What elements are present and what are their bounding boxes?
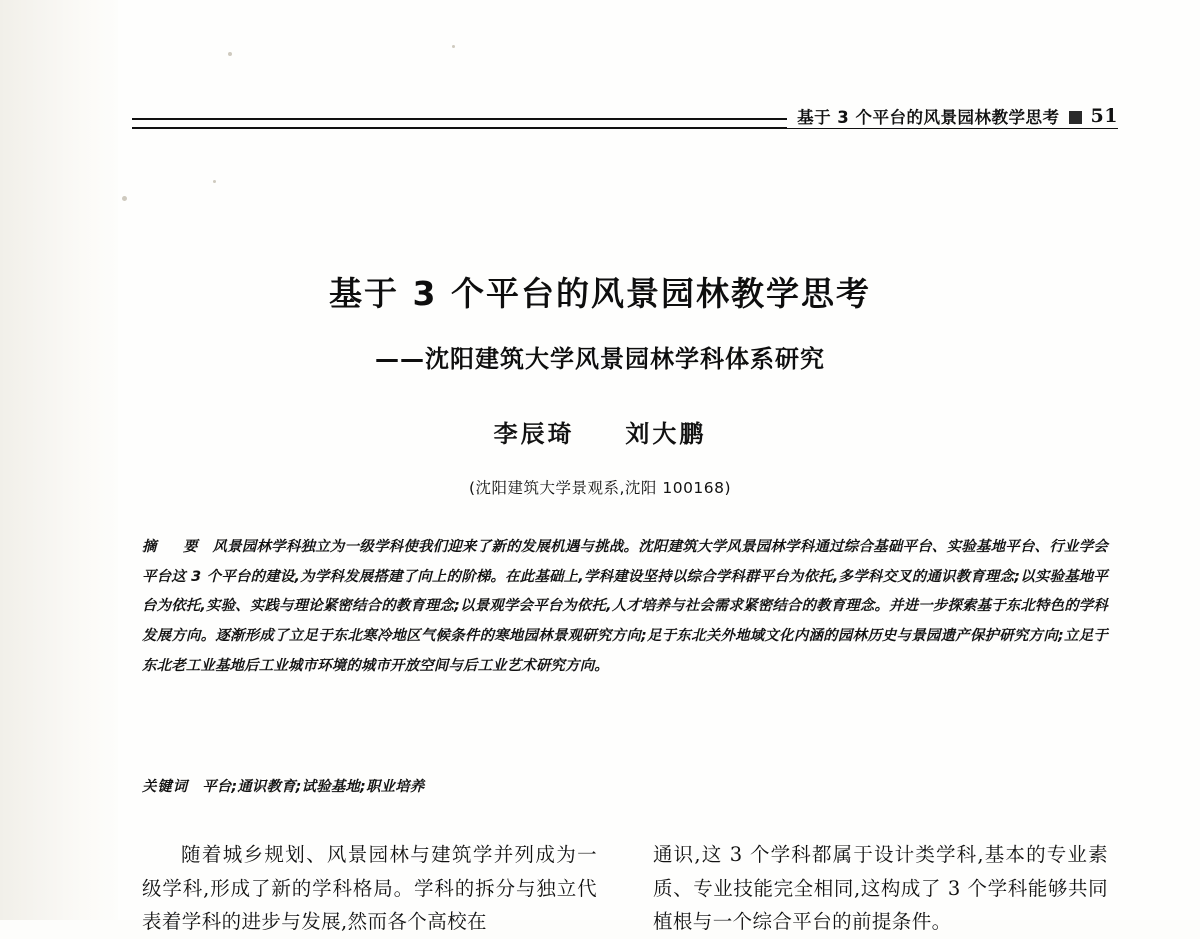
running-title-text: 基于 3 个平台的风景园林教学思考 bbox=[797, 108, 1060, 127]
keywords-text: 平台;通识教育;试验基地;职业培养 bbox=[202, 779, 425, 795]
body-columns bbox=[142, 838, 1108, 934]
running-header bbox=[787, 104, 1118, 128]
body-column-right bbox=[653, 838, 1108, 934]
author-list bbox=[0, 414, 1200, 449]
author-name: 李辰琦 bbox=[493, 420, 575, 448]
body-paragraph: 随着城乡规划、风景园林与建筑学并列成为一级学科,形成了新的学科格局。学科的拆分与独立代表着学科的进步与发展,然而各个高校在 bbox=[142, 843, 597, 934]
affiliation: (沈阳建筑大学景观系,沈阳 100168) bbox=[468, 479, 732, 497]
scan-speck bbox=[228, 52, 232, 56]
body-column-left bbox=[142, 838, 597, 934]
scan-speck bbox=[452, 45, 455, 48]
filled-square-icon bbox=[1069, 111, 1082, 124]
page-title: 基于 3 个平台的风景园林教学思考 bbox=[329, 274, 871, 313]
page-subtitle: ——沈阳建筑大学风景园林学科体系研究 bbox=[375, 345, 825, 373]
abstract-text: 风景园林学科独立为一级学科使我们迎来了新的发展机遇与挑战。沈阳建筑大学风景园林学科通过综合基础平台、实验基地平台、行业学会平台这 3 个平台的建设,为学科发展搭建了向上的阶梯。在此基础上,学科建设坚持以综合学科群平台为依托,多学科交叉的通识教育理念;以实验基地平台为依托,实验、实践与理论紧密结合的教育理念;以景观学会平台为依托,人才培养与社会需求紧密结合的教育理念。并进一步探索基于东北特色的学科发展方向。逐渐形成了立足于东北寒冷地区气候条件的寒地园林景观研究方向;足于东北关外地域文化内涵的园林历史与景园遗产保护研究方向;立足于东北老工业基地后工业城市环境的城市开放空间与后工业艺术研究方向。 bbox=[142, 539, 1108, 674]
body-paragraph: 通识,这 3 个学科都属于设计类学科,基本的专业素质、专业技能完全相同,这构成了 3 个学科能够共同植根与一个综合平台的前提条件。 bbox=[653, 843, 1108, 934]
abstract-label: 摘 要 bbox=[142, 539, 204, 555]
author-name: 刘大鹏 bbox=[625, 420, 707, 448]
page-number: 51 bbox=[1090, 105, 1118, 127]
title-block bbox=[0, 268, 1200, 498]
abstract-section bbox=[142, 533, 1108, 681]
keywords-label: 关键词 bbox=[142, 779, 189, 795]
scan-speck bbox=[213, 180, 216, 183]
scan-speck bbox=[122, 196, 127, 201]
keywords-section bbox=[142, 775, 1108, 796]
page-header bbox=[132, 105, 1118, 158]
